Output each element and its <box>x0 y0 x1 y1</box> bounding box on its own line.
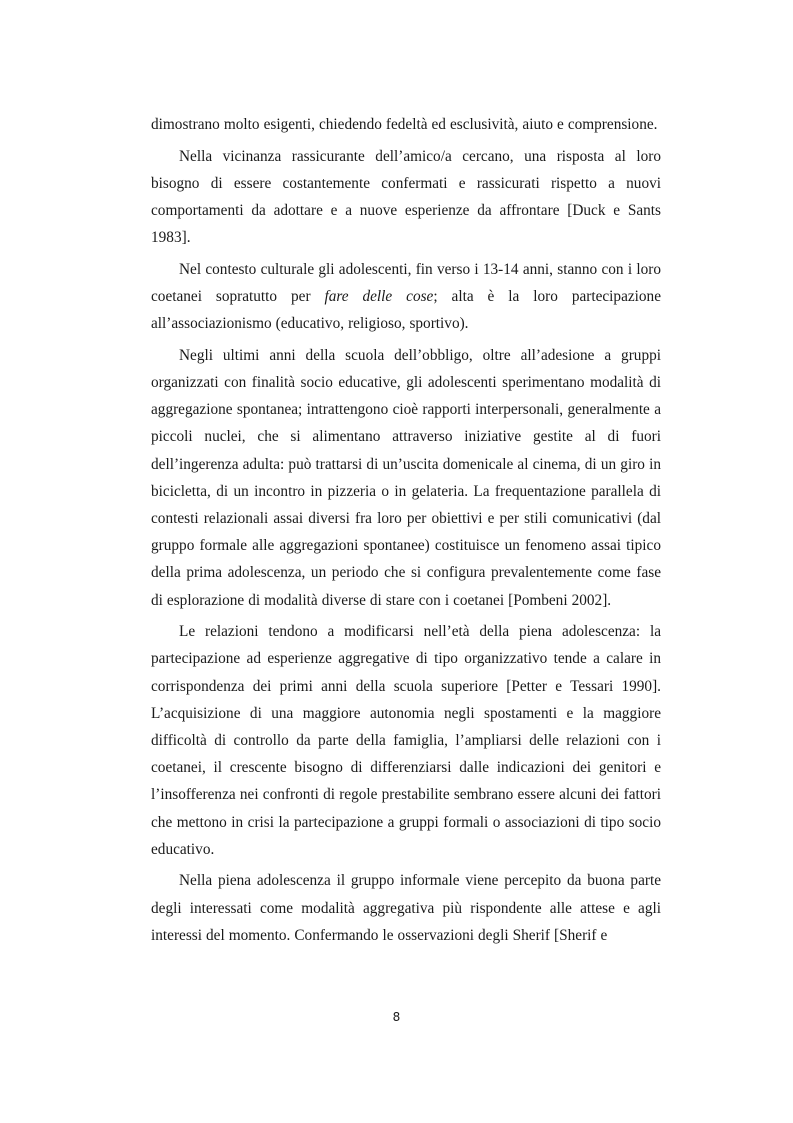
paragraph-continuation: dimostrano molto esigenti, chiedendo fedeltà ed esclusività, aiuto e comprensione. <box>151 116 658 133</box>
document-page <box>151 111 661 949</box>
italic-phrase: fare delle cose <box>324 288 434 305</box>
paragraph-relations-change: Le relazioni tendono a modificarsi nell’età della piena adolescenza: la partecipazione ad esperienze aggregative di tipo organizzativo tende a calare in corrispondenza dei primi anni della scuola superiore [Petter e Tessari 1990]. L’acquisizione di una maggiore autonomia negli spostamenti e la maggiore difficoltà di controllo da parte della famiglia, l’ampliarsi delle relazioni con i coetanei, il crescente bisogno di differenziarsi dalle indicazioni dei genitori e l’insofferenza nei confronti di regole prestabilite sembrano essere alcuni dei fattori che mettono in crisi la partecipazione a gruppi formali o associazioni di tipo socio educativo. <box>151 623 661 858</box>
paragraph-friendship-reassurance: Nella vicinanza rassicurante dell’amico/a cercano, una risposta al loro bisogno di essere costantemente confermati e rassicurati rispetto a nuovi comportamenti da adottare e a nuove esperienze da affrontare [Duck e Sants 1983]. <box>151 147 661 247</box>
paragraph-text-before-italic: Nel contesto culturale gli adolescenti, fin verso i 13-14 anni, stanno con i loro coetanei sopratutto per <box>151 260 661 305</box>
paragraph-informal-group: Nella piena adolescenza il gruppo informale viene percepito da buona parte degli interessati come modalità aggregativa più rispondente alle attese e agli interessi del momento. Confermando le osservazioni degli Sherif [Sherif e <box>151 872 661 944</box>
paragraph-cultural-context <box>151 256 661 338</box>
page-number: 8 <box>392 1010 401 1024</box>
paragraph-spontaneous-aggregation: Negli ultimi anni della scuola dell’obbligo, oltre all’adesione a gruppi organizzati con finalità socio educative, gli adolescenti sperimentano modalità di aggregazione spontanea; intrattengono cioè rapporti interpersonali, generalmente a piccoli nuclei, che si alimentano attraverso iniziative gestite al di fuori dell’ingerenza adulta: può trattarsi di un’uscita domenicale al cinema, di un giro in bicicletta, di un incontro in pizzeria o in gelateria. La frequentazione parallela di contesti relazionali assai diversi fra loro per obiettivi e per stili comunicativi (dal gruppo formale alle aggregazioni spontanee) costituisce un fenomeno assai tipico della prima adolescenza, un periodo che si configura prevalentemente come fase di esplorazione di modalità diverse di stare con i coetanei [Pombeni 2002]. <box>151 346 661 609</box>
paragraph-text-after-italic: ; alta è la loro partecipazione all’associazionismo (educativo, religioso, sportivo). <box>151 288 661 333</box>
